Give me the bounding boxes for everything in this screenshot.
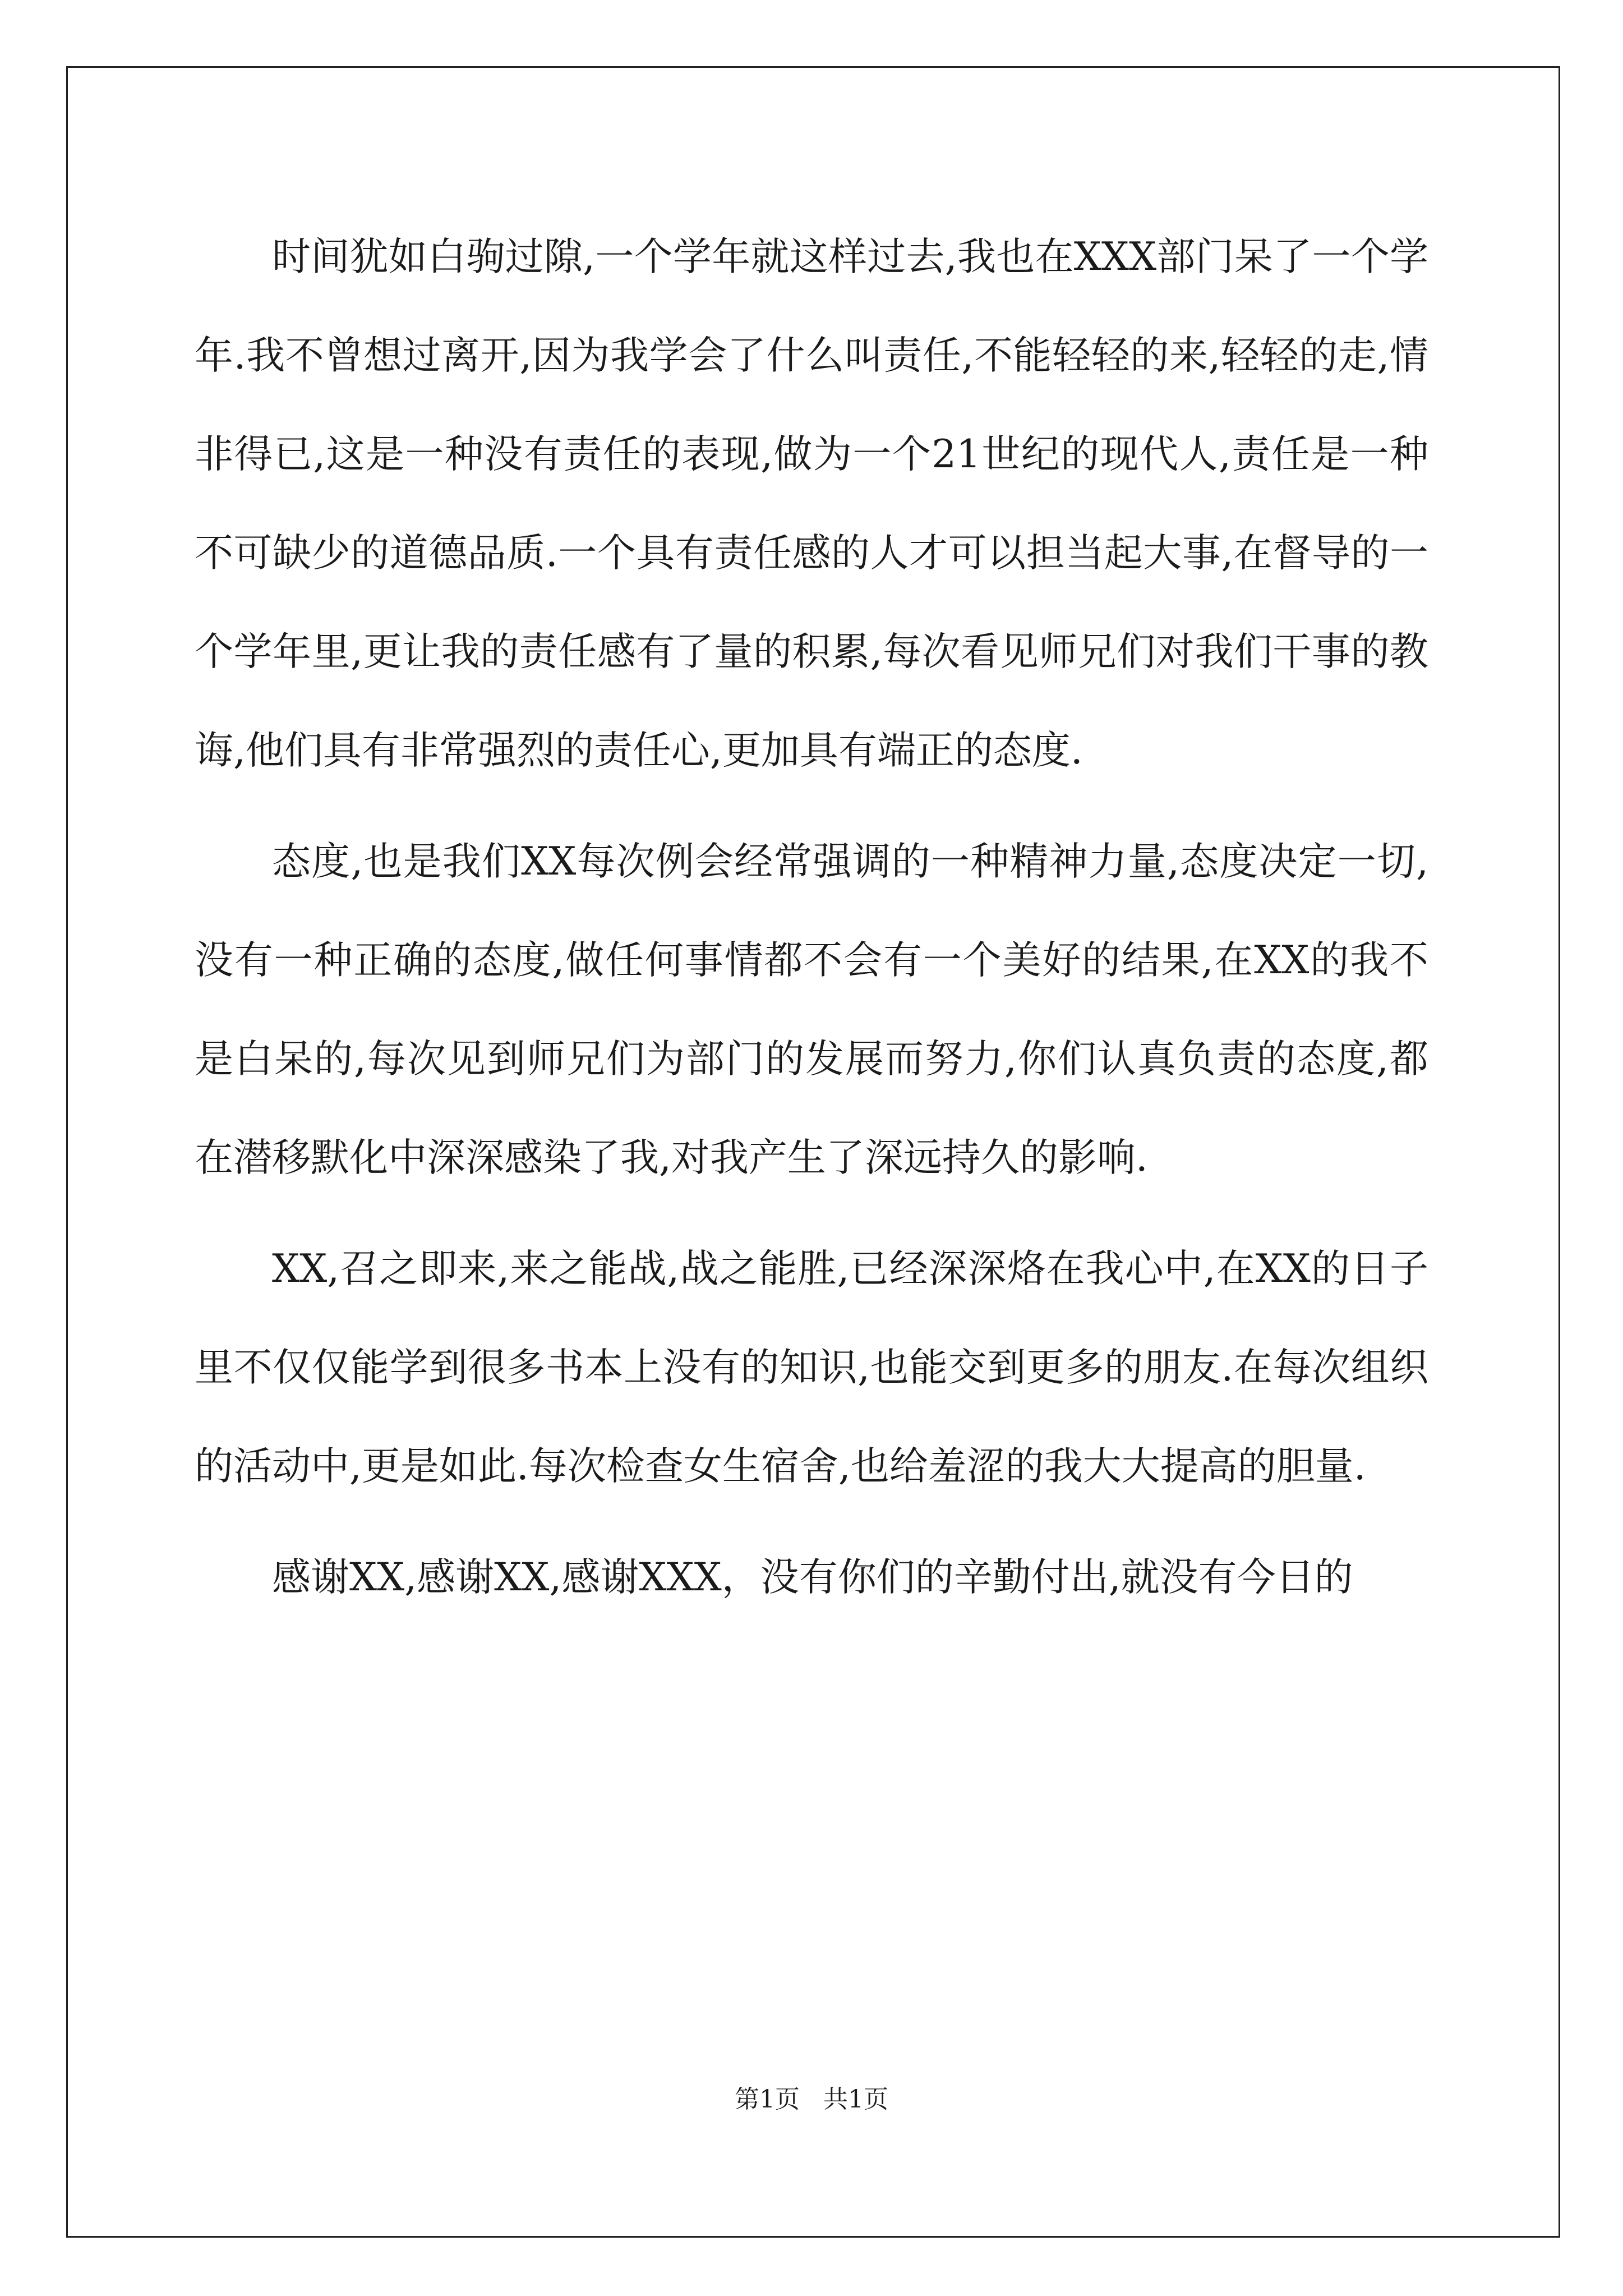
paragraph-1: 时间犹如白驹过隙,一个学年就这样过去,我也在XXX部门呆了一个学年.我不曾想过离开,因为我学会了什么叫责任,不能轻轻的来,轻轻的走,情非得已,这是一种没有责任的表现,做为一个21世纪的现代人,责任是一种不可缺少的道德品质.一个具有责任感的人才可以担当起大事,在督导的一个学年里,更让我的责任感有了量的积累,每次看见师兄们对我们干事的教诲,他们具有非常强烈的责任心,更加具有端正的态度. — [195, 234, 1428, 773]
paragraph-3: XX,召之即来,来之能战,战之能胜,已经深深烙在我心中,在XX的日子里不仅仅能学到很多书本上没有的知识,也能交到更多的朋友.在每次组织的活动中,更是如此.每次检查女生宿舍,也给羞涩的我大大提高的胆量. — [195, 1246, 1428, 1489]
page-footer: 第1页 共1页 — [735, 2085, 888, 2114]
paragraph-4: 感谢XX,感谢XX,感谢XXX，没有你们的辛勤付出,就没有今日的 — [272, 1555, 1353, 1600]
document-body — [195, 208, 1428, 1639]
paragraph-2: 态度,也是我们XX每次例会经常强调的一种精神力量,态度决定一切,没有一种正确的态度,做任何事情都不会有一个美好的结果,在XX的我不是白呆的,每次见到师兄们为部门的发展而努力,你们认真负责的态度,都在潜移默化中深深感染了我,对我产生了深远持久的影响. — [195, 839, 1428, 1180]
